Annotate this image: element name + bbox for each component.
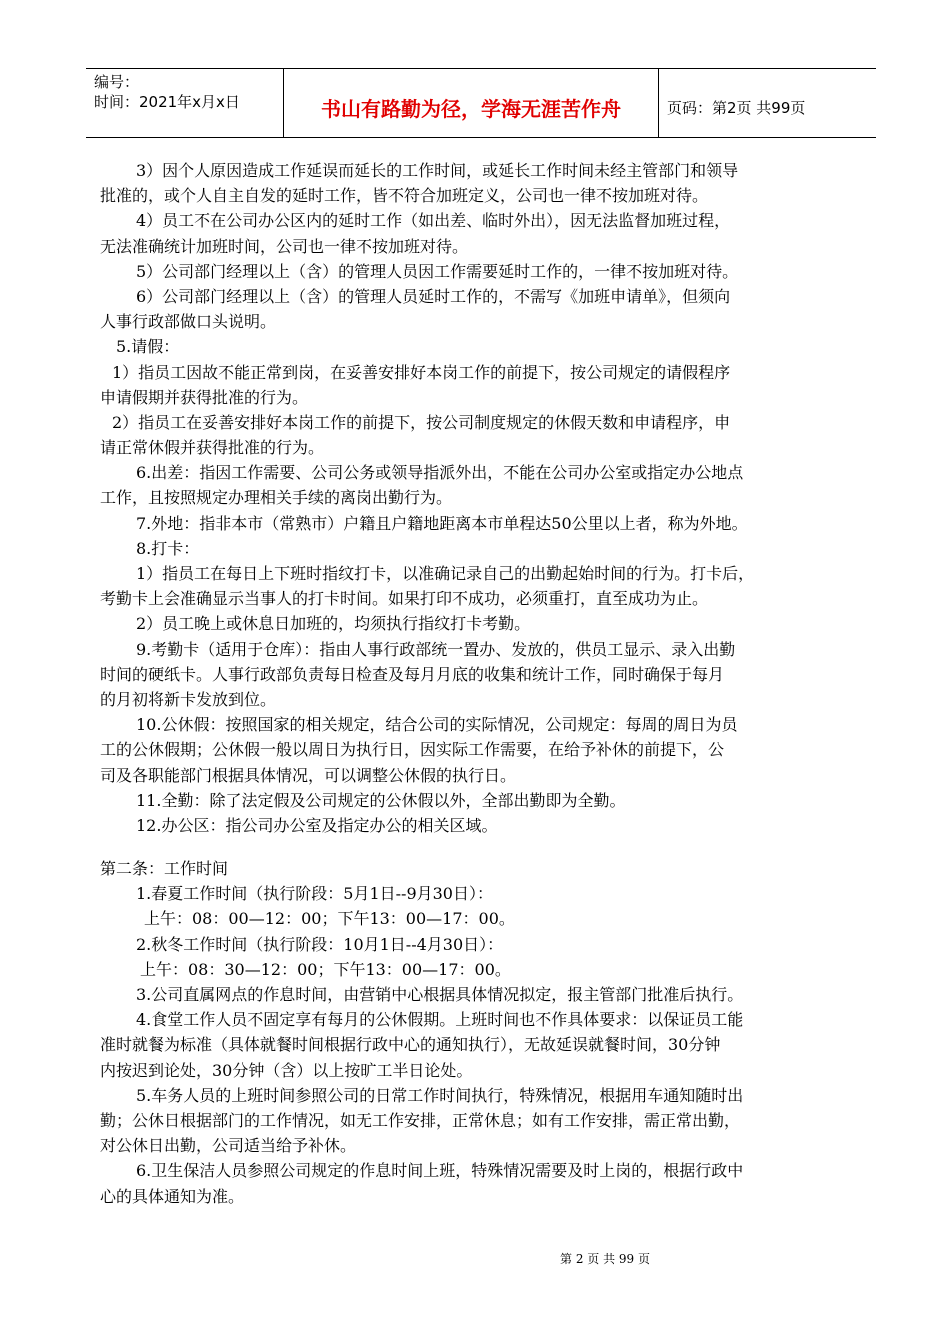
- text-line: 上午：08：00—12：00；下午13：00—17：00。: [144, 909, 515, 929]
- text-line: 6.卫生保洁人员参照公司规定的作息时间上班，特殊情况需要及时上岗的，根据行政中: [136, 1161, 744, 1181]
- text-line: 工作，且按照规定办理相关手续的离岗出勤行为。: [100, 488, 453, 508]
- document-body: [100, 158, 860, 1209]
- text-line: 内按迟到论处，30分钟（含）以上按旷工半日论处。: [100, 1060, 473, 1080]
- header-slogan: 书山有路勤为径，学海无涯苦作舟: [321, 96, 621, 121]
- time-label: 时间：2021年x月x日: [94, 93, 240, 111]
- text-line: 时间的硬纸卡。人事行政部负责每日检查及每月月底的收集和统计工作，同时确保于每月: [100, 664, 725, 684]
- text-line: 7.外地：指非本市（常熟市）户籍且户籍地距离本市单程达50公里以上者，称为外地。: [136, 513, 748, 533]
- text-line: 批准的，或个人自主自发的延时工作，皆不符合加班定义，公司也一律不按加班对待。: [100, 186, 709, 206]
- text-line: 2）指员工在妥善安排好本岗工作的前提下，按公司制度规定的休假天数和申请程序，申: [112, 412, 731, 432]
- text-line: 4.食堂工作人员不固定享有每月的公休假期。上班时间也不作具体要求：以保证员工能: [136, 1010, 744, 1030]
- text-line: 5）公司部门经理以上（含）的管理人员因工作需要延时工作的，一律不按加班对待。: [136, 261, 739, 281]
- text-line: 3.公司直属网点的作息时间，由营销中心根据具体情况拟定，报主管部门批准后执行。: [136, 985, 744, 1004]
- text-line: 司及各职能部门根据具体情况，可以调整公休假的执行日。: [100, 765, 517, 785]
- text-line: 9.考勤卡（适用于仓库）：指由人事行政部统一置办、发放的，供员工显示、录入出勤: [136, 639, 736, 659]
- text-line: 人事行政部做口头说明。: [100, 312, 277, 332]
- text-line: 无法准确统计加班时间，公司也一律不按加班对待。: [100, 236, 469, 256]
- text-line: 工的公休假期；公休假一般以周日为执行日，因实际工作需要，在给予补休的前提下，公: [100, 740, 725, 760]
- text-line: 10.公休假：按照国家的相关规定，结合公司的实际情况，公司规定：每周的周日为员: [136, 715, 738, 735]
- text-line: 4）员工不在公司办公区内的延时工作（如出差、临时外出），因无法监督加班过程，: [136, 211, 731, 231]
- text-line: 申请假期并获得批准的行为。: [100, 387, 309, 407]
- header-meta: [86, 69, 284, 137]
- text-line: 6）公司部门经理以上（含）的管理人员延时工作的，不需写《加班申请单》，但须向: [136, 286, 731, 306]
- text-line: 2.秋冬工作时间（执行阶段：10月1日--4月30日）：: [136, 934, 504, 954]
- text-line: 2）员工晚上或休息日加班的，均须执行指纹打卡考勤。: [136, 614, 531, 634]
- text-line: 勤；公休日根据部门的工作情况，如无工作安排，正常休息；如有工作安排，需正常出勤，: [100, 1110, 741, 1130]
- text-line: 准时就餐为标准（具体就餐时间根据行政中心的通知执行），无故延误就餐时间，30分钟: [100, 1035, 721, 1055]
- text-line: 上午：08：30—12：00；下午13：00—17：00。: [140, 959, 511, 979]
- paragraph-gap: [100, 838, 860, 856]
- text-line: 1）指员工在每日上下班时指纹打卡，以准确记录自己的出勤起始时间的行为。打卡后，: [136, 564, 755, 583]
- text-line: 1）指员工因故不能正常到岗，在妥善安排好本岗工作的前提下，按公司规定的请假程序: [112, 362, 731, 382]
- text-line: 请正常休假并获得批准的行为。: [100, 438, 325, 458]
- page-footer: 第 2 页 共 99 页: [560, 1252, 650, 1266]
- header-slogan-cell: [284, 69, 659, 137]
- text-line: 第二条：工作时间: [100, 859, 229, 879]
- text-line: 8.打卡：: [136, 538, 200, 558]
- page-header: [86, 68, 876, 138]
- text-line: 考勤卡上会准确显示当事人的打卡时间。如果打印不成功，必须重打，直至成功为止。: [100, 589, 709, 609]
- text-line: 12.办公区：指公司办公室及指定办公的相关区域。: [136, 815, 498, 835]
- text-line: 5.请假：: [116, 337, 180, 357]
- text-line: 6.出差：指因工作需要、公司公务或领导指派外出，不能在公司办公室或指定办公地点: [136, 463, 744, 483]
- text-line: 的月初将新卡发放到位。: [100, 689, 277, 709]
- text-line: 对公休日出勤，公司适当给予补休。: [100, 1136, 357, 1156]
- text-line: 5.车务人员的上班时间参照公司的日常工作时间执行，特殊情况，根据用车通知随时出: [136, 1085, 744, 1105]
- number-label: 编号：: [94, 73, 140, 91]
- text-line: 11.全勤：除了法定假及公司规定的公休假以外，全部出勤即为全勤。: [136, 790, 626, 810]
- page-number-label: 页码：第2页 共99页: [667, 98, 806, 117]
- text-line: 心的具体通知为准。: [100, 1186, 245, 1206]
- text-line: 3）因个人原因造成工作延误而延长的工作时间，或延长工作时间未经主管部门和领导: [136, 161, 739, 180]
- text-line: 1.春夏工作时间（执行阶段：5月1日--9月30日）：: [136, 884, 493, 904]
